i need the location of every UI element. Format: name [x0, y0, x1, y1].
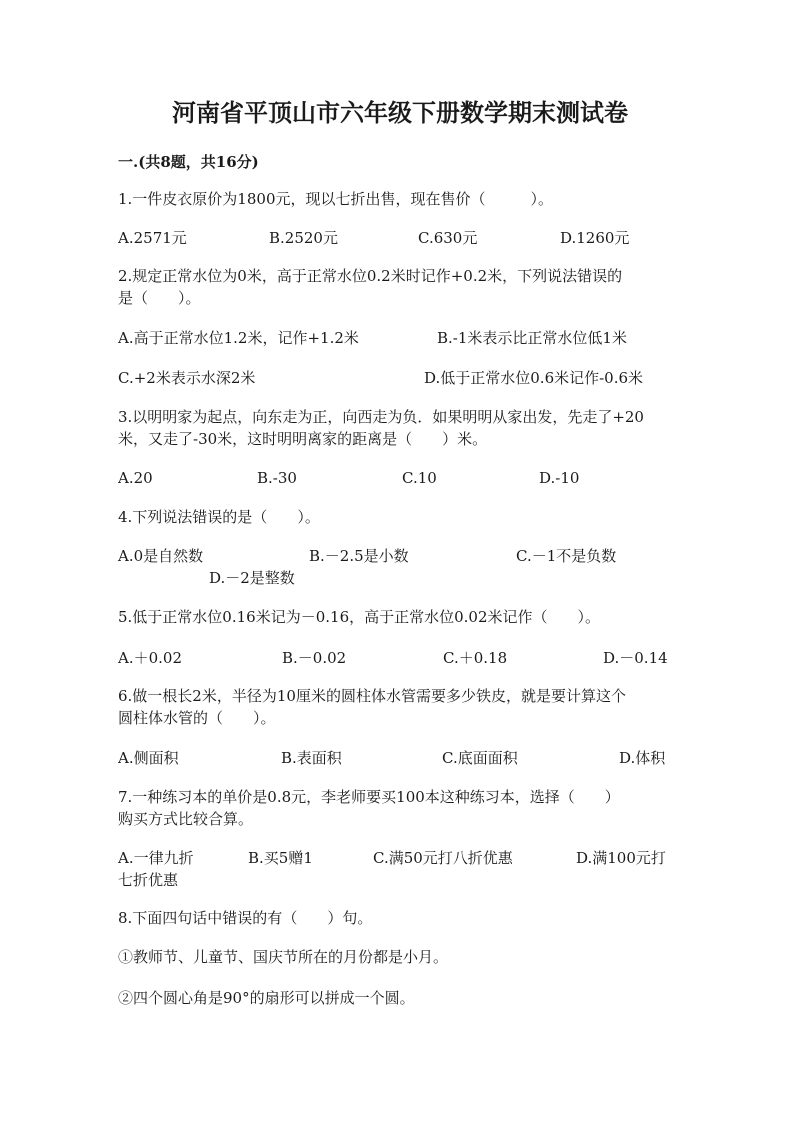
question-2-stem-line1: 2.规定正常水位为0米，高于正常水位0.2米时记作+0.2米，下列说法错误的 — [118, 267, 623, 285]
q7-option-a: A.一律九折 — [118, 849, 194, 867]
q4-option-c: C.－1不是负数 — [516, 547, 617, 565]
q2-option-d: D.低于正常水位0.6米记作-0.6米 — [424, 369, 644, 387]
q7-option-c: C.满50元打八折优惠 — [373, 849, 513, 867]
question-3-stem-line1: 3.以明明家为起点，向东走为正，向西走为负．如果明明从家出发，先走了+20 — [118, 408, 644, 426]
q7-option-b: B.买5赠1 — [248, 849, 313, 867]
q3-option-d: D.-10 — [539, 469, 580, 487]
q2-option-b: B.-1米表示比正常水位低1米 — [437, 329, 627, 347]
question-8-stem: 8.下面四句话中错误的有（ ）句。 — [118, 909, 373, 927]
q6-option-b: B.表面积 — [281, 749, 342, 767]
q2-option-c: C.+2米表示水深2米 — [118, 369, 256, 387]
q2-option-a: A.高于正常水位1.2米，记作+1.2米 — [118, 329, 359, 347]
q5-option-a: A.＋0.02 — [118, 649, 182, 667]
q1-option-c: C.630元 — [418, 229, 478, 247]
q1-option-d: D.1260元 — [560, 229, 630, 247]
question-1-stem: 1.一件皮衣原价为1800元，现以七折出售，现在售价（ ）。 — [118, 190, 553, 208]
question-6-stem-line2: 圆柱体水管的（ ）。 — [118, 709, 276, 727]
q4-option-d: D.－2是整数 — [209, 569, 295, 587]
q3-option-b: B.-30 — [257, 469, 297, 487]
question-5-stem: 5.低于正常水位0.16米记为－0.16，高于正常水位0.02米记作（ ）。 — [118, 608, 601, 626]
q8-statement-1: ①教师节、儿童节、国庆节所在的月份都是小月。 — [118, 948, 449, 966]
q1-option-b: B.2520元 — [269, 229, 338, 247]
question-4-stem: 4.下列说法错误的是（ ）。 — [118, 508, 320, 526]
q6-option-c: C.底面面积 — [442, 749, 518, 767]
page-title: 河南省平顶山市六年级下册数学期末测试卷 — [172, 98, 628, 127]
q7-option-d-continued: 七折优惠 — [118, 871, 179, 889]
q6-option-a: A.侧面积 — [118, 749, 179, 767]
q5-option-b: B.－0.02 — [282, 649, 347, 667]
q4-option-a: A.0是自然数 — [118, 547, 204, 565]
q3-option-c: C.10 — [402, 469, 437, 487]
q7-option-d: D.满100元打 — [576, 849, 666, 867]
q5-option-c: C.＋0.18 — [443, 649, 508, 667]
question-6-stem-line1: 6.做一根长2米，半径为10厘米的圆柱体水管需要多少铁皮，就是要计算这个 — [118, 687, 626, 705]
question-3-stem-line2: 米，又走了-30米，这时明明离家的距离是（ ）米。 — [118, 430, 488, 448]
section-heading: 一.(共8题，共16分) — [118, 153, 259, 171]
q3-option-a: A.20 — [118, 469, 153, 487]
q6-option-d: D.体积 — [619, 749, 666, 767]
q4-option-b: B.－2.5是小数 — [309, 547, 409, 565]
question-7-stem-line2: 购买方式比较合算。 — [118, 810, 254, 828]
q5-option-d: D.－0.14 — [603, 649, 668, 667]
question-2-stem-line2: 是（ ）。 — [118, 289, 201, 307]
q1-option-a: A.2571元 — [118, 229, 187, 247]
question-7-stem-line1: 7.一种练习本的单价是0.8元，李老师要买100本这种练习本，选择（ ） — [118, 788, 620, 806]
q8-statement-2: ②四个圆心角是90°的扇形可以拼成一个圆。 — [118, 989, 415, 1007]
